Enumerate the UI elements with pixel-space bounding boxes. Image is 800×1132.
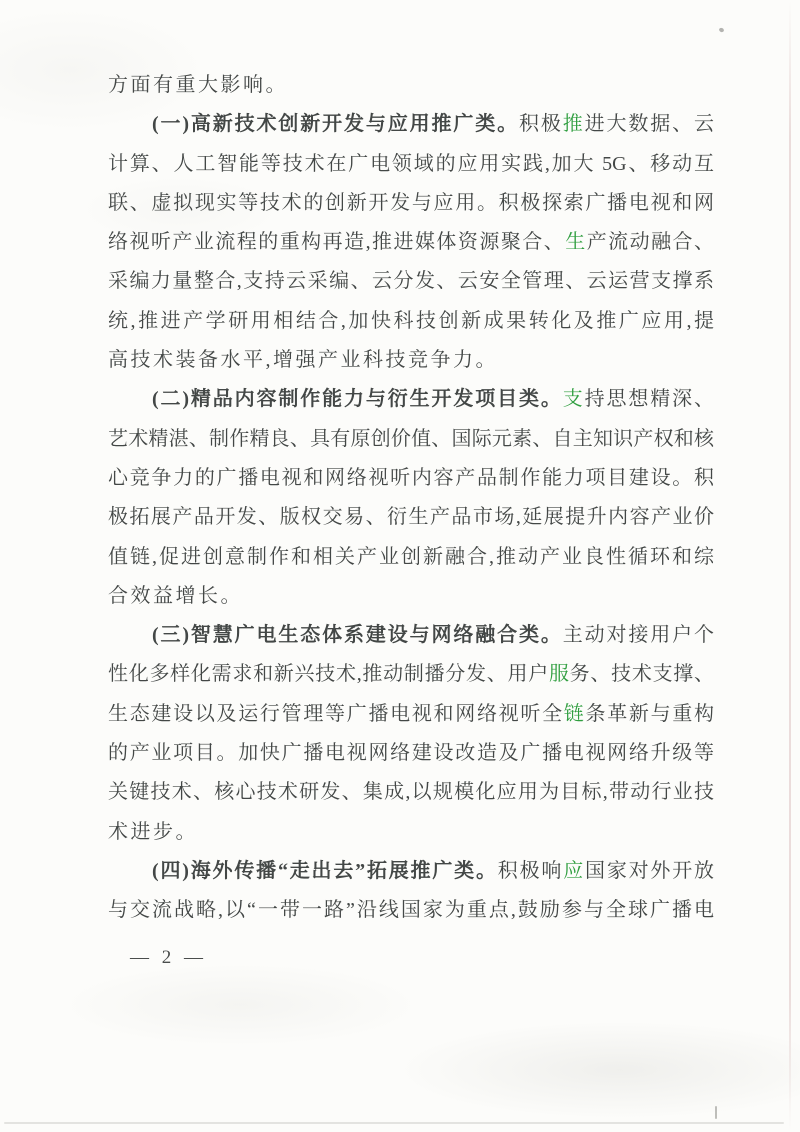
text-line xyxy=(108,420,714,459)
body-text: 主动对接用户个 xyxy=(562,624,714,647)
text-line xyxy=(108,66,714,105)
text-line xyxy=(108,223,714,262)
body-text: 采编力量整合,支持云采编、云分发、云安全管理、云运营支撑系 xyxy=(108,270,714,293)
text-line xyxy=(108,695,714,734)
text-line xyxy=(108,852,714,891)
body-text: 产流动融合、 xyxy=(586,231,714,254)
category-heading-text: (一)高新技术创新开发与应用推广类。 xyxy=(152,113,520,136)
body-text: 生态建设以及运行管理等广播电视和网络视听全 xyxy=(108,702,564,725)
category-heading-text: (四)海外传播“走出去”拓展推广类。 xyxy=(152,859,498,882)
green-artifact-char: 链 xyxy=(563,702,586,725)
green-artifact-char: 生 xyxy=(565,231,587,254)
body-text: 合效益增长。 xyxy=(108,584,243,607)
green-artifact-char: 推 xyxy=(562,113,585,136)
text-line xyxy=(108,184,714,223)
body-text: 联、虚拟现实等技术的创新开发与应用。积极探索广播电视和网 xyxy=(108,191,714,214)
text-line xyxy=(108,302,714,341)
body-text: 统,推进产学研用相结合,加快科技创新成果转化及推广应用,提 xyxy=(108,309,714,332)
page-number: — 2 — xyxy=(130,947,207,968)
body-text: 值链,促进创意制作和相关产业创新融合,推动产业良性循环和综 xyxy=(108,545,714,568)
category-heading-text: (三)智慧广电生态体系建设与网络融合类。 xyxy=(152,624,563,647)
text-line xyxy=(108,105,714,144)
green-artifact-char: 应 xyxy=(563,859,586,882)
green-artifact-char: 服 xyxy=(548,663,570,686)
body-text: 高技术装备水平,增强产业科技竞争力。 xyxy=(108,349,498,372)
text-line xyxy=(108,616,714,655)
body-text: 艺术精湛、制作精良、具有原创价值、国际元素、自主知识产权和核 xyxy=(108,427,714,450)
text-line xyxy=(108,538,714,577)
text-line xyxy=(108,498,714,537)
text-line xyxy=(108,655,714,694)
scan-tick-artifact xyxy=(715,1106,717,1119)
green-artifact-char: 支 xyxy=(562,388,585,411)
scan-smudge-artifact xyxy=(4,1122,784,1124)
text-line xyxy=(108,262,714,301)
text-line xyxy=(108,459,714,498)
body-text: 术进步。 xyxy=(108,820,198,843)
scan-speck-artifact xyxy=(718,27,724,33)
text-line xyxy=(108,577,714,616)
body-text: 心竞争力的广播电视和网络视听内容产品制作能力项目建设。积 xyxy=(108,466,714,489)
text-line xyxy=(108,380,714,419)
text-line xyxy=(108,891,714,930)
body-text: 与交流战略,以“一带一路”沿线国家为重点,鼓励参与全球广播电 xyxy=(108,899,714,922)
text-line xyxy=(108,813,714,852)
text-line xyxy=(108,773,714,812)
document-body xyxy=(108,66,714,931)
body-text: 务、技术支撑、 xyxy=(569,663,714,686)
body-text: 极拓展产品开发、版权交易、衍生产品市场,延展提升内容产业价 xyxy=(108,506,714,529)
body-text: 关键技术、核心技术研发、集成,以规模化应用为目标,带动行业技 xyxy=(108,781,714,804)
scan-edge-artifact xyxy=(789,0,791,1132)
text-line xyxy=(108,341,714,380)
text-line xyxy=(108,145,714,184)
body-text: 的产业项目。加快广播电视网络建设改造及广播电视网络升级等 xyxy=(108,742,714,765)
body-text: 性化多样化需求和新兴技术,推动制播分发、用户 xyxy=(108,663,549,686)
body-text: 方面有重大影响。 xyxy=(108,74,288,96)
body-text: 积极 xyxy=(519,113,563,136)
body-text: 条革新与重构 xyxy=(585,702,714,725)
body-text: 进大数据、云 xyxy=(584,113,714,136)
body-text: 国家对外开放 xyxy=(585,859,714,882)
body-text: 络视听产业流程的重构再造,推进媒体资源聚合、 xyxy=(108,231,566,254)
body-text: 计算、人工智能等技术在广电领域的应用实践,加大 5G、移动互 xyxy=(108,152,714,175)
category-heading-text: (二)精品内容制作能力与衍生开发项目类。 xyxy=(152,388,563,411)
text-line xyxy=(108,734,714,773)
body-text: 积极响 xyxy=(497,859,564,882)
body-text: 持思想精深、 xyxy=(584,388,714,411)
